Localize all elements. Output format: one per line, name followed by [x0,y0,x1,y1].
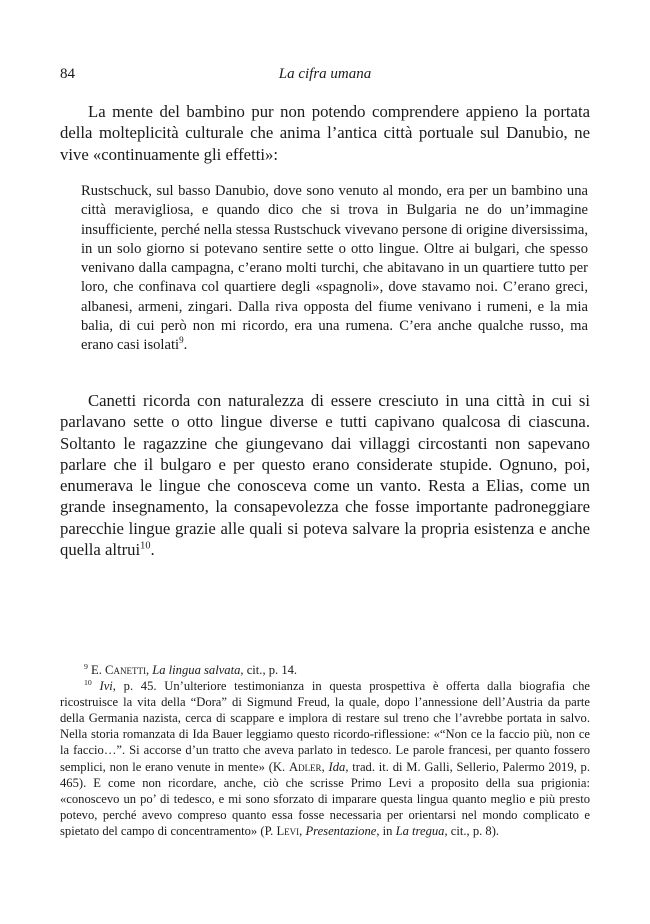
page-number: 84 [60,66,75,82]
footnote-text: E. [87,663,106,677]
footnote-ref-9[interactable]: 9 [179,335,184,346]
footnote-ivi: Ivi [99,679,113,694]
footnote-author: Adler [288,759,322,774]
footnote-title: Presentazione [305,823,377,838]
footnote-text: , in [376,823,396,838]
block-quote-text: Rustschuck, sul basso Danubio, dove sono venuto al mondo, era per un bambino una città meravigliosa, e quando dico che si trova in Bulgaria ne do un’immagine insufficiente, perché nella stessa Rustschuck vivevano persone di origine diversissima, in un solo giorno si potevano sentire sette o otto lingue. Oltre ai bulgari, che spesso venivano dalla campagna, c’erano molti turchi, che abitavano in un quartiere tutto per loro, che confinava col quartiere degli «spagnoli», dove stavamo noi. C’erano greci, albanesi, armeni, zingari. Dalla riva opposta del fiume venivano i rumeni, e la mia balia, di cui però non mi ricordo, era una rumena. C’era anche qualche russo, ma erano casi isolati [81,183,588,354]
footnote-text: , cit., p. 8). [444,823,500,838]
footnotes [60,662,590,839]
footnote-text [92,679,100,693]
footnote-author: Canetti [105,663,146,677]
footnote-ref-10[interactable]: 10 [140,540,151,552]
footnote-text: , [145,663,153,677]
footnote-text: , [321,759,329,774]
block-quote: Rustschuck, sul basso Danubio, dove sono venuto al mondo, era per un bambino una città meravigliosa, e quando dico che si trova in Bulgaria ne do un’immagine insufficiente, perché nella stessa Rustschuck vivevano persone di origine diversissima, in un solo giorno si potevano sentire sette o otto lingue. Oltre ai bulgari, che spesso venivano dalla campagna, c’erano molti turchi, che abitavano in un quartiere tutto per loro, che confinava col quartiere degli «spagnoli», dove stavamo noi. C’erano greci, albanesi, armeni, zingari. Dalla riva opposta del fiume venivano i rumeni, e la mia balia, di cui però non mi ricordo, era una rumena. C’era anche qualche russo, ma erano casi isolati$^9$. [81,183,588,354]
footnote-author: Levi [276,823,300,838]
footnote-title: La lingua salvata [152,663,241,677]
footnote-text: , trad. it. di M. Galli, Sellerio, Palermo 2019, p. 465). E come non ricordare, anche, ciò che scrisse Primo Levi a proposito della sua prigionia: «conoscevo un po’ di tedesco, e mi sono sforzato di imparare questa lingua quanto meglio e più presto potevo, perché avevo compreso quanto essa fosse necessaria per orientarsi nel mondo complicato e spietato del campo di concentramento» (P. [60,759,591,838]
footnote-number-9: 9 [84,661,88,671]
footnote-text: , [299,823,306,838]
footnote-text: , cit., p. 14. [240,663,298,677]
paragraph-intro-text: La mente del bambino pur non potendo comprendere appieno la portata della molteplicità culturale che anima l’antica città portuale sul Danubio, ne vive «continuamente gli effetti»: [60,102,590,164]
paragraph-intro [60,101,590,165]
paragraph-canetti: Canetti ricorda con naturalezza di essere cresciuto in una città in cui si parlavano sette o otto lingue diverse e tutti capivano qualcosa di ciascuna. Soltanto le ragazzine che giungevano dai villaggi circostanti non sapevano parlare che il bulgaro e per questo erano considerate stupide. Ognuno, poi, enumerava le lingue che conosceva come un vanto. Resta a Elias, come un grande insegnamento, la consapevolezza che fosse importante padroneggiare parecchie lingue grazie alle quali si poteva salvare la propria esistenza e anche quella altrui$^{10}$. [60,391,590,560]
footnote-number-10: 10 [84,677,92,687]
footnote-10 [60,678,590,839]
footnote-text: , p. 45. Un’ulteriore testimonianza in questa prospettiva è offerta dalla biografia che ricostruisce la vita della “Dora” di Sigmund Freud, la quale, dopo l’annessione dell’Austria da parte della Germania nazista, cerca di scappare e implora di restare sul treno che l’avrebbe portata in salvo. Nella storia romanzata di Ida Bauer leggiamo questo ricordo-riflessione: «“Non ce la faccio più, non ce la faccio…”. Si accorse d’un tratto che aveva parlato in tedesco. Le parole francesi, per quanto fossero semplici, non le erano venute in mente» (K. [60,679,590,774]
footnote-title: La tregua [395,823,445,838]
footnote-title: Ida [328,759,346,774]
page-header [60,66,590,86]
footnote-9 [60,662,590,678]
paragraph-canetti-text: Canetti ricorda con naturalezza di essere cresciuto in una città in cui si parlavano sette o otto lingue diverse e tutti capivano qualcosa di ciascuna. Soltanto le ragazzine che giungevano dai villaggi circostanti non sapevano parlare che il bulgaro e per questo erano considerate stupide. Ognuno, poi, enumerava le lingue che conosceva come un vanto. Resta a Elias, come un grande insegnamento, la consapevolezza che fosse importante padroneggiare parecchie lingue grazie alle quali si poteva salvare la propria esistenza e anche quella altrui [60,391,590,560]
running-title: La cifra umana [278,66,372,82]
